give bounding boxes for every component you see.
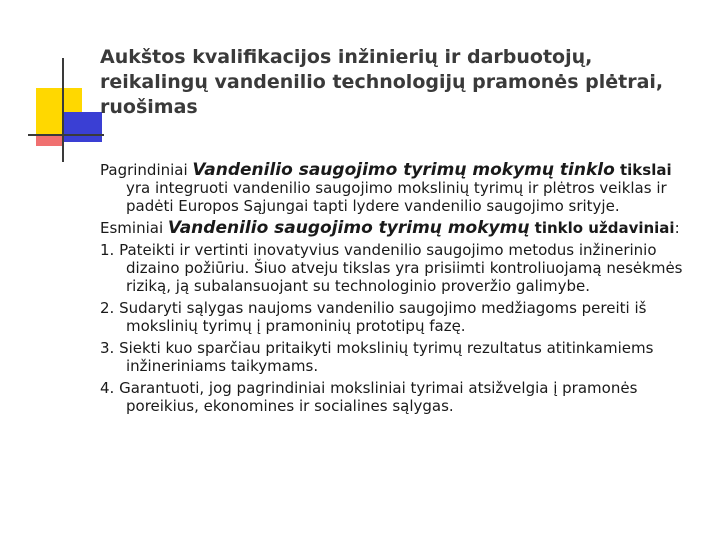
purpose-paragraph <box>100 161 700 215</box>
tasks-keyword: tinklo uždaviniai <box>529 219 675 237</box>
purpose-lead: Pagrindiniai <box>100 161 193 179</box>
purpose-text: yra integruoti vandenilio saugojimo mokslinių tyrimų ir plėtros veiklas ir padėti Europos Sąjungai tapti lydere vandenilio saugojimo srityje. <box>126 179 667 215</box>
decor-vertical-line <box>62 58 64 162</box>
list-item: 1. Pateikti ir vertinti inovatyvius vandenilio saugojimo metodus inžinerinio dizaino požiūriu. Šiuo atveju tikslas yra prisiimti kontroliuojamą nesėkmės riziką, ją subalansuojant su technologinio proveržio galimybe. <box>100 241 683 295</box>
purpose-network-name: Vandenilio saugojimo tyrimų mokymų tinklo <box>192 160 615 180</box>
slide-body <box>100 161 700 415</box>
slide-title: Aukštos kvalifikacijos inžinierių ir darbuotojų, reikalingų vandenilio technologijų pramonės plėtrai, ruošimas <box>100 46 664 118</box>
list-item: 3. Siekti kuo sparčiau pritaikyti mokslinių tyrimų rezultatus atitinkamiems inžineriniams taikymams. <box>100 339 654 375</box>
list-item: 2. Sudaryti sąlygas naujoms vandenilio saugojimo medžiagoms pereiti iš mokslinių tyrimų į pramoninių prototipų fazę. <box>100 299 647 335</box>
decor-horizontal-line <box>28 134 104 136</box>
tasks-heading <box>100 219 700 237</box>
tasks-lead: Esminiai <box>100 219 168 237</box>
decor-blue-square <box>62 112 102 142</box>
tasks-network-name: Vandenilio saugojimo tyrimų mokymų <box>167 218 530 238</box>
tasks-colon: : <box>674 219 680 237</box>
purpose-keyword: tikslai <box>614 161 672 179</box>
list-item: 4. Garantuoti, jog pagrindiniai moksliniai tyrimai atsižvelgia į pramonės poreikius, ekonomines ir socialines sąlygas. <box>100 379 638 415</box>
